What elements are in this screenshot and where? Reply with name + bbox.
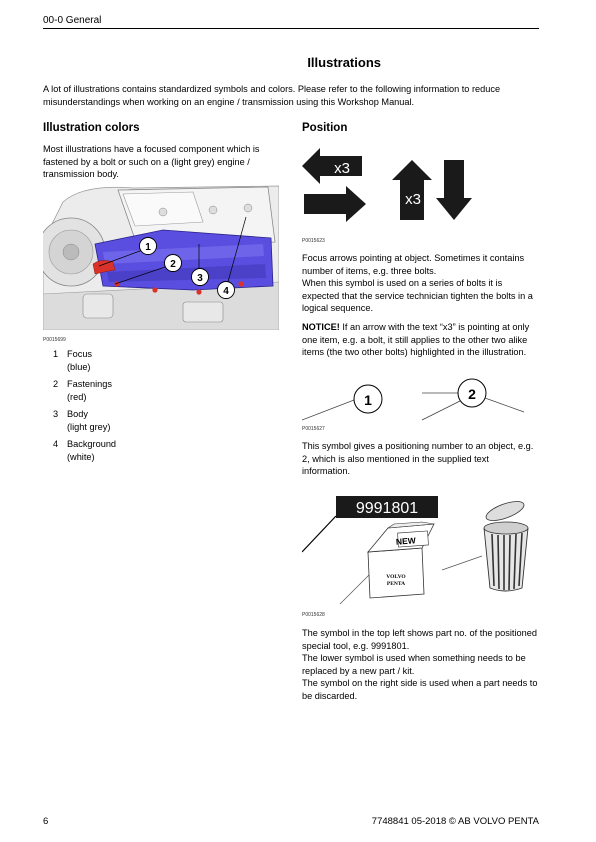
figure-code-arrows: P0015623 [302, 238, 325, 244]
legend-item: 1 Focus (blue) [53, 349, 93, 372]
arrow-x3-label-up: x3 [405, 191, 421, 208]
position-number-illustration [302, 378, 538, 424]
header-rule [43, 28, 539, 29]
down-arrow-icon [436, 160, 472, 220]
arrow-x3-label: x3 [334, 160, 350, 177]
focus-arrows-illustration [302, 146, 472, 226]
notice-label: NOTICE! [302, 322, 340, 332]
callout-1: 1 [145, 242, 151, 253]
intro-paragraph: A lot of illustrations contains standardized symbols and colors. Please refer to the following information to reduce misunderstandings when working on an engine / transmission using this Workshop Manual. [43, 84, 501, 107]
position-para1: Focus arrows pointing at object. Sometimes it contains number of items, e.g. three bolts. When this symbol is used on a series of bolts it is expected that the service technician tighten the bolts in a logical sequence. [302, 253, 533, 313]
part-number-text: 9991801 [355, 500, 419, 517]
legend-item: 4 Background (white) [53, 439, 117, 462]
new-box-icon [368, 548, 424, 598]
callout-3: 3 [197, 273, 203, 284]
colors-heading: Illustration colors [43, 122, 140, 134]
callout-4: 4 [223, 286, 229, 297]
page-title: Illustrations [307, 55, 381, 70]
color-legend [53, 348, 116, 468]
position-para2: This symbol gives a positioning number to an object, e.g. 2, which is also mentioned in the supplied text information. [302, 441, 534, 476]
legend-item: 3 Body (light grey) [53, 409, 111, 432]
right-arrow-icon [304, 186, 366, 222]
box-brand-1: VOLVO [386, 574, 406, 580]
position-heading: Position [302, 122, 348, 134]
trash-bin-icon [484, 498, 526, 525]
box-new-label: NEW [395, 535, 417, 547]
notice-paragraph: NOTICE! If an arrow with the text “x3” is pointing at only one item, e.g. a bolt, it still applies to the other two alike items (the two other bolts) highlighted in the illustration. [302, 322, 530, 357]
figure-code-parts: P0015628 [302, 612, 325, 618]
pos-number-2: 2 [468, 386, 476, 402]
box-brand-2: PENTA [386, 581, 406, 587]
callout-2: 2 [170, 259, 176, 270]
left-arrow-icon [302, 148, 362, 184]
running-header: 00-0 General [43, 15, 102, 26]
legend-item: 2 Fastenings (red) [53, 379, 112, 402]
page-number: 6 [43, 816, 49, 827]
up-arrow-icon [392, 160, 432, 220]
footer-doc-info: 7748841 05-2018 © AB VOLVO PENTA [371, 816, 539, 827]
figure-code-positions: P0015627 [302, 426, 325, 432]
pos-number-1: 1 [364, 392, 372, 408]
engine-illustration [43, 182, 279, 330]
position-para3: The symbol in the top left shows part no. of the positioned special tool, e.g. 9991801. The lower symbol is used when something needs to be replaced by a new part / kit. The symbol on the right side is used when a part needs to be discarded. [302, 628, 538, 701]
colors-text: Most illustrations have a focused component which is fastened by a bolt or such on a (light grey) engine / transmission body. [43, 144, 260, 179]
figure-code-colors: P0015699 [43, 337, 66, 343]
part-symbols-illustration [302, 494, 538, 606]
